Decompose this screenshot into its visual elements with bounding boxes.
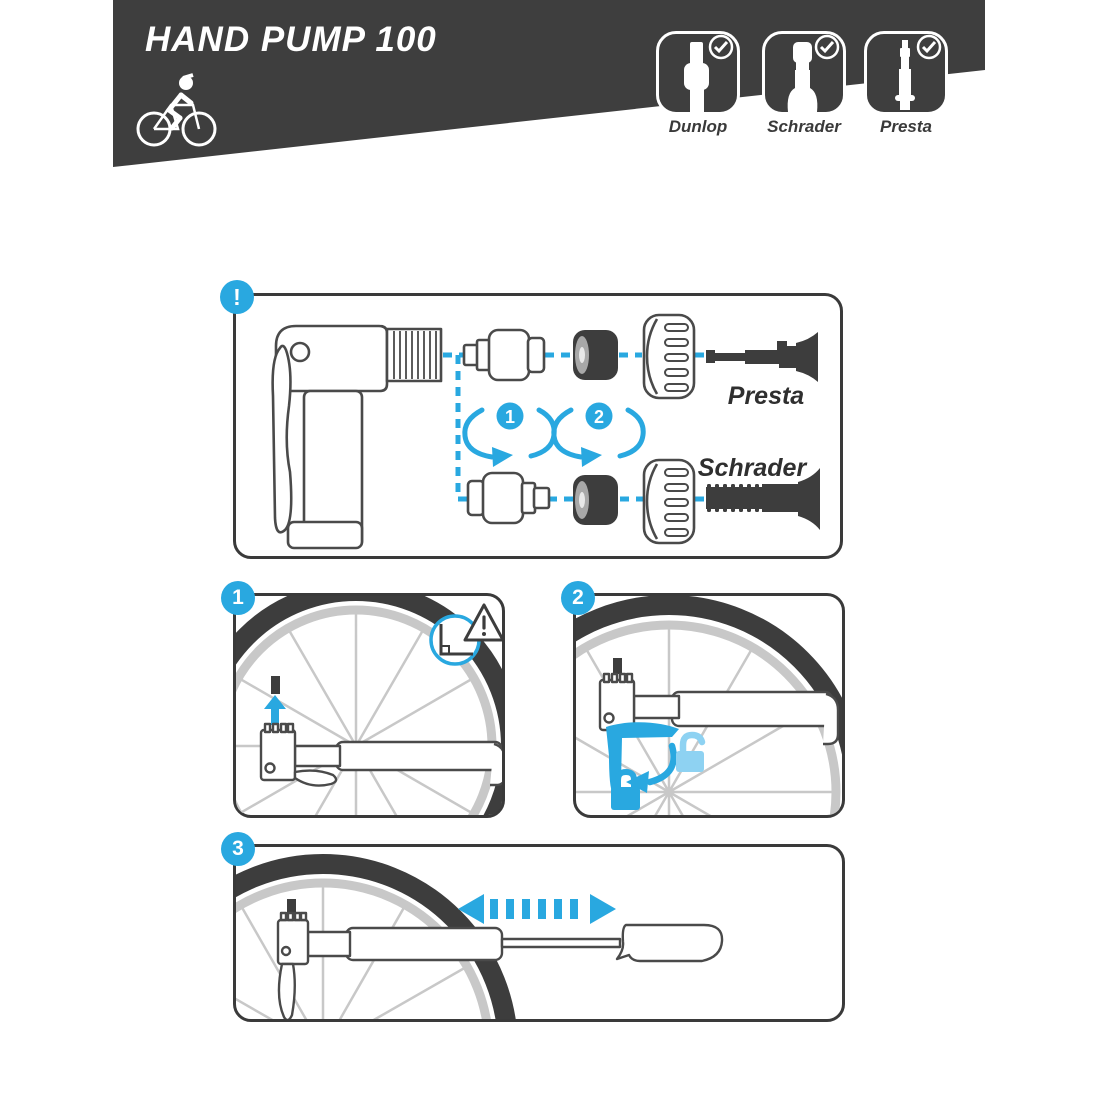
presta-valve-card [864,31,948,115]
step-2-rotation-number: 2 [593,407,605,427]
knurled-cap [644,315,694,398]
check-icon [816,36,838,58]
rubber-grommet [573,330,618,380]
presta-valve-illustration [706,332,818,382]
step-1-rotation-number: 1 [504,407,516,427]
double-arrow-icon [458,894,616,924]
pump-illustration [261,724,502,786]
schrader-valve-icon [788,42,818,112]
schrader-valve-card [762,31,846,115]
schrader-row-label: Schrader [697,454,807,482]
presta-label: Presta [880,117,932,136]
dunlop-valve-card [656,31,740,115]
step-3-badge: 3 [221,832,255,866]
step-2-panel [572,586,845,818]
step-1-panel [232,586,505,818]
lock-closed-icon [611,772,640,810]
tire-valve [613,658,622,674]
dunlop-label: Dunlop [668,117,728,136]
dunlop-valve-icon [684,42,709,112]
schrader-label: Schrader [767,117,841,136]
adapter-diagram-panel [233,283,843,559]
pump-head-illustration [273,326,441,548]
tire-valve [271,676,280,694]
up-arrow-icon [264,695,286,725]
presta-valve-icon [895,40,915,110]
check-icon [710,36,732,58]
lock-open-icon [676,735,704,772]
presta-row-label: Presta [727,382,805,410]
pump-handle [617,925,722,961]
tire-valve [287,899,296,914]
step-1-badge: 1 [221,581,255,615]
check-icon [918,36,940,58]
adapter-presta-orientation [464,330,544,380]
rubber-grommet [573,475,618,525]
knurled-cap [644,460,694,543]
exclamation-badge: ! [220,280,254,314]
step-2-badge: 2 [561,581,595,615]
page-title: HAND PUMP 100 [145,20,437,59]
step-3-panel [232,837,845,1022]
adapter-schrader-orientation [468,473,549,523]
